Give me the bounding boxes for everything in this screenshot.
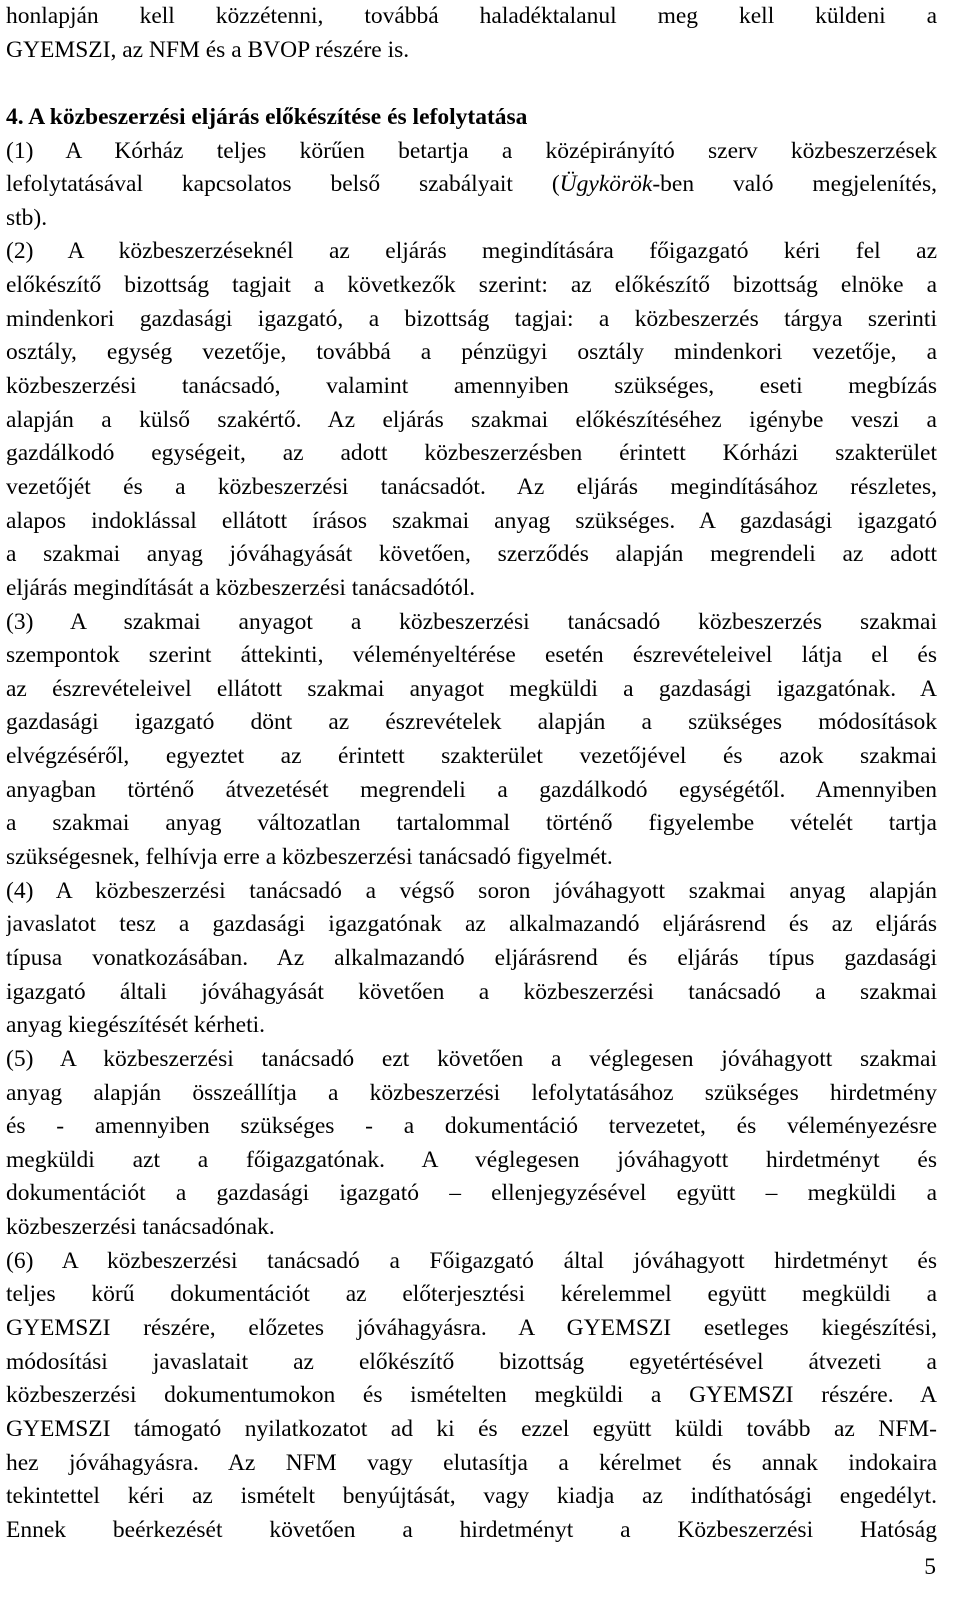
text-line: előkészítő bizottság tagjait a következők szerint: az előkészítő bizottság elnöke a: [6, 272, 937, 299]
text-line: vezetőjét és a közbeszerzési tanácsadót. Az eljárás megindításához részletes,: [6, 473, 937, 500]
text-line: eljárás megindítását a közbeszerzési tanácsadótól.: [6, 574, 476, 601]
document-page: [6, 0, 937, 1547]
text-line: a szakmai anyag változatlan tartalommal történő figyelembe vételét tartja: [6, 810, 937, 837]
text-line: a szakmai anyag jóváhagyását követően, szerződés alapján megrendeli az adott: [6, 541, 937, 568]
text-line: közbeszerzési dokumentumokon és ismételten megküldi a GYEMSZI részére. A: [6, 1382, 937, 1409]
text-line: GYEMSZI támogató nyilatkozatot ad ki és ezzel együtt küldi tovább az NFM-: [6, 1415, 937, 1442]
text-line: (6) A közbeszerzési tanácsadó a Főigazgató által jóváhagyott hirdetményt és: [6, 1247, 937, 1274]
text-line: osztály, egység vezetője, továbbá a pénzügyi osztály mindenkori vezetője, a: [6, 339, 937, 366]
section-heading: 4. A közbeszerzési eljárás előkészítése és lefolytatása: [6, 103, 528, 130]
text-line: anyagban történő átvezetését megrendeli a gazdálkodó egységétől. Amennyiben: [6, 776, 937, 803]
text-line: közbeszerzési tanácsadó, valamint amennyiben szükséges, eseti megbízás: [6, 373, 937, 400]
text-line: igazgató általi jóváhagyását követően a közbeszerzési tanácsadó a szakmai: [6, 978, 937, 1005]
text-line: az észrevételeivel ellátott szakmai anyagot megküldi a gazdasági igazgatónak. A: [6, 675, 937, 702]
text-line: alapos indoklással ellátott írásos szakmai anyag szükséges. A gazdasági igazgató: [6, 507, 937, 534]
text-line: dokumentációt a gazdasági igazgató – ellenjegyzésével együtt – megküldi a: [6, 1180, 937, 1207]
text-line: megküldi azt a főigazgatónak. A véglegesen jóváhagyott hirdetményt és: [6, 1146, 937, 1173]
text-line: anyag kiegészítését kérheti.: [6, 1012, 266, 1039]
text-line: GYEMSZI, az NFM és a BVOP részére is.: [6, 36, 410, 63]
text-line: honlapján kell közzétenni, továbbá haladéktalanul meg kell küldeni a: [6, 3, 937, 29]
text-line: (1) A Kórház teljes körűen betartja a középirányító szerv közbeszerzések: [6, 137, 937, 164]
text-line: hez jóváhagyásra. Az NFM vagy elutasítja a kérelmet és annak indokaira: [6, 1449, 937, 1476]
text-line: (4) A közbeszerzési tanácsadó a végső soron jóváhagyott szakmai anyag alapján: [6, 877, 937, 904]
text-line: javaslatot tesz a gazdasági igazgatónak az alkalmazandó eljárásrend és az eljárás: [6, 911, 937, 938]
text-line: alapján a külső szakértő. Az eljárás szakmai előkészítéséhez igénybe veszi a: [6, 406, 937, 433]
text-line: módosítási javaslatait az előkészítő bizottság egyetértésével átvezeti a: [6, 1348, 937, 1375]
text-line: lefolytatásával kapcsolatos belső szabályait (Ügykörök-ben való megjelenítés,: [6, 171, 937, 198]
text-line: gazdasági igazgató dönt az észrevételek alapján a szükséges módosítások: [6, 709, 937, 736]
text-line: Ennek beérkezését követően a hirdetményt a Közbeszerzési Hatóság: [6, 1516, 937, 1543]
text-line: anyag alapján összeállítja a közbeszerzési lefolytatásához szükséges hirdetmény: [6, 1079, 937, 1106]
text-line: teljes körű dokumentációt az előterjesztési kérelemmel együtt megküldi a: [6, 1281, 937, 1308]
text-line: GYEMSZI részére, előzetes jóváhagyásra. A GYEMSZI esetleges kiegészítési,: [6, 1314, 937, 1341]
text-line: (5) A közbeszerzési tanácsadó ezt követően a véglegesen jóváhagyott szakmai: [6, 1045, 937, 1072]
text-line: stb).: [6, 204, 48, 231]
text-line: tekintettel kéri az ismételt benyújtását, vagy kiadja az indíthatósági engedélyt.: [6, 1483, 937, 1510]
text-line: (3) A szakmai anyagot a közbeszerzési tanácsadó közbeszerzés szakmai: [6, 608, 937, 635]
text-line: (2) A közbeszerzéseknél az eljárás megindítására főigazgató kéri fel az: [6, 238, 937, 265]
text-line: közbeszerzési tanácsadónak.: [6, 1214, 275, 1241]
text-line: [6, 67, 937, 101]
text-line: mindenkori gazdasági igazgató, a bizottság tagjai: a közbeszerzés tárgya szerinti: [6, 305, 937, 332]
text-line: szempontok szerint áttekinti, véleményeltérése esetén észrevételeivel látja el és: [6, 642, 937, 669]
text-line: gazdálkodó egységeit, az adott közbeszerzésben érintett Kórházi szakterület: [6, 440, 937, 467]
text-line: elvégzéséről, egyeztet az érintett szakterület vezetőjével és azok szakmai: [6, 743, 937, 770]
italic-term: Ügykörök: [559, 171, 653, 198]
page-number: 5: [924, 1554, 936, 1580]
text-line: és - amennyiben szükséges - a dokumentáció tervezetet, és véleményezésre: [6, 1113, 937, 1140]
text-line: szükségesnek, felhívja erre a közbeszerzési tanácsadó figyelmét.: [6, 844, 613, 871]
text-line: típusa vonatkozásában. Az alkalmazandó eljárásrend és eljárás típus gazdasági: [6, 944, 937, 971]
